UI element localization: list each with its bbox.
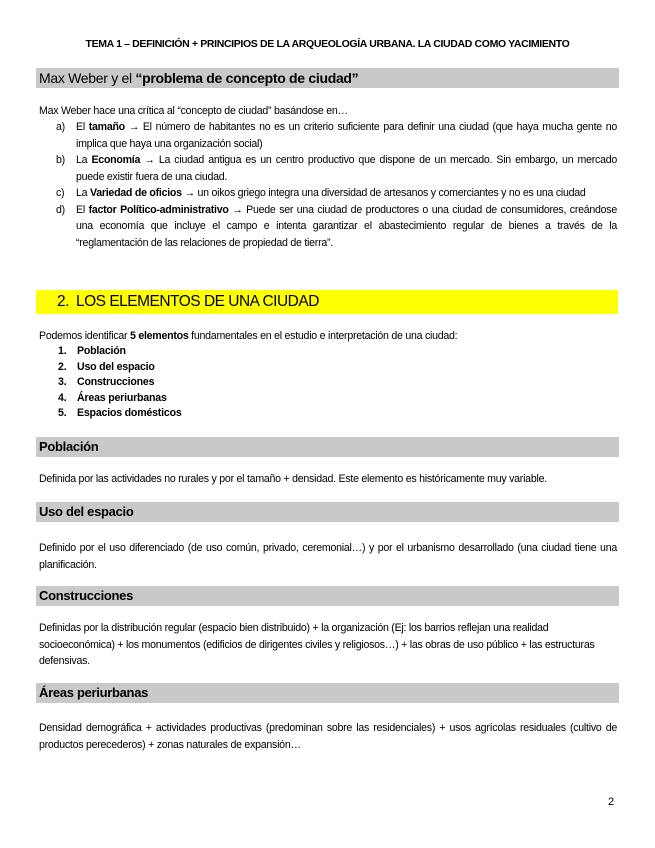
list-marker: 4. bbox=[58, 391, 67, 404]
weber-heading-bold: “problema de concepto de ciudad” bbox=[135, 70, 359, 86]
list-marker: d) bbox=[56, 203, 65, 216]
element-label: Uso del espacio bbox=[77, 360, 155, 373]
section-2-intro bbox=[39, 328, 617, 345]
list-item-keyword: tamaño bbox=[88, 121, 125, 133]
list-item-prefix: La bbox=[76, 187, 90, 199]
list-item-text: → un oikos griego integra una diversidad de artesanos y comerciantes y no es una ciudad bbox=[181, 187, 586, 199]
list-marker: 2. bbox=[58, 360, 67, 373]
document-title: TEMA 1 – DEFINICIÓN + PRINCIPIOS DE LA ARQUEOLOGÍA URBANA. LA CIUDAD COMO YACIMIENTO bbox=[85, 38, 570, 50]
weber-heading bbox=[36, 68, 619, 88]
list-marker: 5. bbox=[58, 407, 67, 420]
list-marker: a) bbox=[56, 121, 65, 133]
intro-prefix: Podemos identificar bbox=[39, 330, 130, 342]
list-marker: 3. bbox=[58, 376, 67, 389]
list-item bbox=[58, 375, 182, 391]
list-item-text: → El número de habitantes no es un criterio suficiente para definir una ciudad (que haya mucha gente no implica que haya una organización social) bbox=[76, 121, 617, 150]
element-label: Población bbox=[77, 345, 126, 357]
section-2-heading bbox=[36, 290, 618, 314]
list-item-text: → La ciudad antigua es un centro productivo que dispone de un mercado. Sin embargo, un mercado puede existir fuera de una ciudad. bbox=[76, 154, 617, 183]
poblacion-text: Definida por las actividades no rurales y por el tamaño + densidad. Este elemento es históricamente muy variable. bbox=[39, 473, 547, 485]
list-item bbox=[58, 391, 182, 407]
construcciones-text: Definidas por la distribución regular (espacio bien distribuido) + la organización (Ej: los barrios reflejan una realidad socioeconómica) + los monumentos (edificios de dirigentes civiles y religiosos…) + las obras de uso público + las estructuras defensivas. bbox=[39, 622, 595, 667]
areas-text: Densidad demográfica + actividades productivas (predominan sobre las residenciales) + usos agrícolas residuales (cultivo de productos perecederos) + zonas naturales de expansión… bbox=[39, 722, 617, 751]
list-item-text: → Puede ser una ciudad de productores o una ciudad de consumidores, creándose una economía que incluye el campo e intenta garantizar el abastecimiento regular de bienes a través de la “reglamentación de las relaciones de propiedad de tierra”. bbox=[76, 203, 617, 249]
uso-espacio-text: Definido por el uso diferenciado (de uso común, privado, ceremonial…) y por el urbanismo desarrollado (una ciudad tiene una planificación. bbox=[39, 542, 617, 571]
list-item-prefix: El bbox=[76, 121, 89, 133]
intro-bold: 5 elementos bbox=[129, 330, 189, 342]
list-marker: 1. bbox=[58, 345, 67, 357]
section-title: LOS ELEMENTOS DE UNA CIUDAD bbox=[76, 293, 319, 310]
list-item-prefix: El bbox=[76, 203, 89, 216]
list-item-keyword: Economía bbox=[91, 154, 141, 166]
list-item-keyword: Variedad de oficios bbox=[89, 187, 182, 199]
list-item bbox=[58, 360, 182, 376]
weber-intro: Max Weber hace una crítica al “concepto de ciudad” basándose en… bbox=[39, 105, 348, 117]
areas-heading: Áreas periurbanas bbox=[36, 683, 619, 703]
section-number: 2. bbox=[57, 293, 69, 310]
elements-list bbox=[58, 344, 182, 422]
list-item bbox=[56, 119, 617, 152]
weber-list bbox=[56, 119, 617, 251]
list-item bbox=[56, 152, 617, 185]
list-item bbox=[56, 185, 617, 202]
element-label: Áreas periurbanas bbox=[77, 391, 167, 404]
list-item-prefix: La bbox=[76, 154, 92, 166]
element-label: Espacios domésticos bbox=[77, 407, 182, 420]
list-item bbox=[58, 344, 182, 360]
weber-heading-prefix: Max Weber y el bbox=[39, 70, 136, 86]
intro-suffix: fundamentales en el estudio e interpretación de una ciudad: bbox=[188, 330, 458, 342]
page-number: 2 bbox=[608, 796, 615, 808]
element-label: Construcciones bbox=[77, 376, 155, 389]
list-marker: c) bbox=[56, 187, 65, 199]
list-item-keyword: factor Político-administrativo bbox=[88, 203, 229, 216]
list-marker: b) bbox=[56, 154, 65, 166]
list-item bbox=[58, 406, 182, 422]
poblacion-heading: Población bbox=[36, 437, 619, 457]
uso-espacio-heading: Uso del espacio bbox=[36, 502, 619, 522]
list-item bbox=[56, 202, 617, 252]
construcciones-heading: Construcciones bbox=[36, 586, 619, 606]
